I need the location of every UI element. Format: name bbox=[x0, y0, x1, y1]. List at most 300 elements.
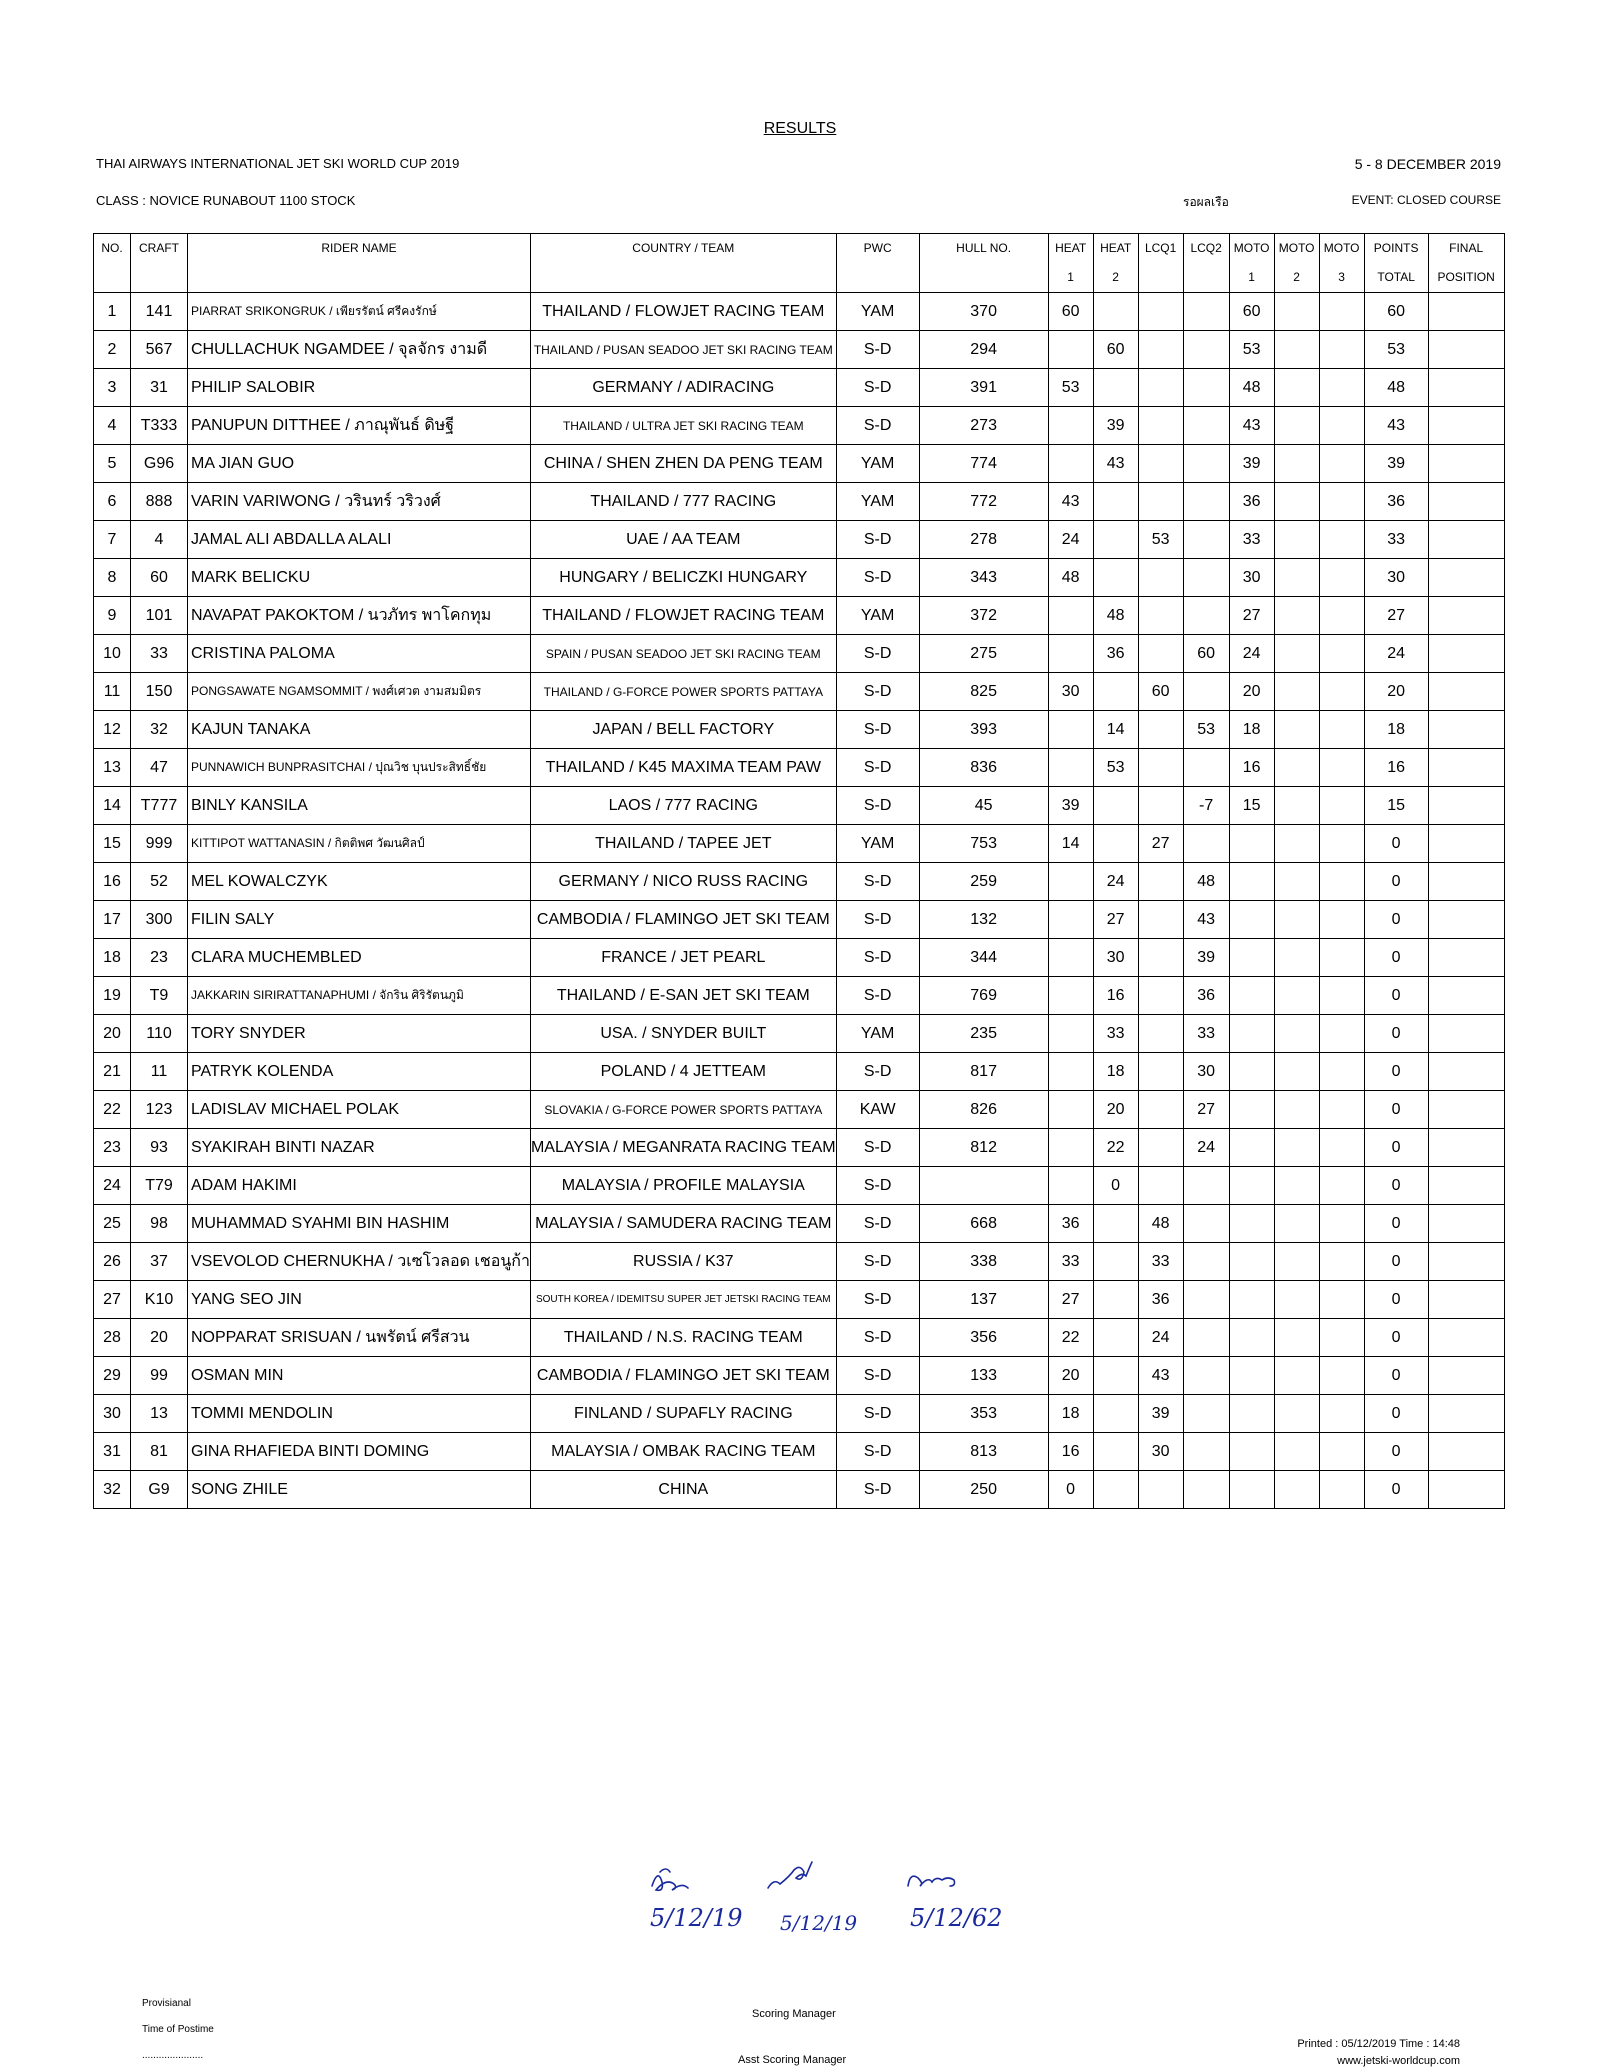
cell-hull-no: 753 bbox=[919, 825, 1048, 863]
cell-heat-1 bbox=[1048, 597, 1093, 635]
column-header-lcq2 bbox=[1183, 234, 1229, 293]
cell-rider-name: MEL KOWALCZYK bbox=[188, 863, 531, 901]
cell-hull-no: 275 bbox=[919, 635, 1048, 673]
cell-lcq2: -7 bbox=[1183, 787, 1229, 825]
cell-hull-no: 812 bbox=[919, 1129, 1048, 1167]
cell-craft: T777 bbox=[131, 787, 188, 825]
footer-time-of-postime: Time of Postime bbox=[142, 2024, 214, 2035]
cell-final-position bbox=[1428, 1015, 1504, 1053]
cell-points-total: 48 bbox=[1364, 369, 1428, 407]
cell-moto-1 bbox=[1229, 863, 1274, 901]
cell-rider-name: CHULLACHUK NGAMDEE / จุลจักร งามดี bbox=[188, 331, 531, 369]
cell-final-position bbox=[1428, 939, 1504, 977]
cell-hull-no: 370 bbox=[919, 293, 1048, 331]
cell-moto-1 bbox=[1229, 1243, 1274, 1281]
signature-date-2: 5/12/19 bbox=[780, 1911, 858, 1935]
cell-hull-no: 132 bbox=[919, 901, 1048, 939]
cell-final-position bbox=[1428, 521, 1504, 559]
table-row bbox=[94, 1091, 1505, 1129]
cell-moto-3 bbox=[1319, 635, 1364, 673]
cell-heat-2: 33 bbox=[1093, 1015, 1138, 1053]
cell-lcq1 bbox=[1138, 1015, 1183, 1053]
cell-points-total: 0 bbox=[1364, 1091, 1428, 1129]
cell-final-position bbox=[1428, 673, 1504, 711]
cell-no: 27 bbox=[94, 1281, 131, 1319]
cell-hull-no: 668 bbox=[919, 1205, 1048, 1243]
footer-scoring-manager: Scoring Manager bbox=[752, 2008, 836, 2020]
cell-no: 14 bbox=[94, 787, 131, 825]
cell-no: 28 bbox=[94, 1319, 131, 1357]
cell-heat-2 bbox=[1093, 1281, 1138, 1319]
cell-points-total: 53 bbox=[1364, 331, 1428, 369]
cell-moto-1: 18 bbox=[1229, 711, 1274, 749]
cell-hull-no: 278 bbox=[919, 521, 1048, 559]
cell-country-team: THAILAND / PUSAN SEADOO JET SKI RACING TEAM bbox=[530, 331, 836, 369]
cell-lcq2 bbox=[1183, 673, 1229, 711]
cell-hull-no: 372 bbox=[919, 597, 1048, 635]
cell-no: 30 bbox=[94, 1395, 131, 1433]
cell-moto-3 bbox=[1319, 559, 1364, 597]
cell-rider-name: PHILIP SALOBIR bbox=[188, 369, 531, 407]
column-header-label: FINAL bbox=[1449, 241, 1484, 255]
cell-moto-1 bbox=[1229, 977, 1274, 1015]
cell-heat-2: 27 bbox=[1093, 901, 1138, 939]
cell-no: 18 bbox=[94, 939, 131, 977]
cell-no: 25 bbox=[94, 1205, 131, 1243]
cell-points-total: 0 bbox=[1364, 1319, 1428, 1357]
cell-lcq2: 33 bbox=[1183, 1015, 1229, 1053]
cell-heat-1: 27 bbox=[1048, 1281, 1093, 1319]
column-header-craft bbox=[131, 234, 188, 293]
cell-lcq2: 39 bbox=[1183, 939, 1229, 977]
event-dates: 5 - 8 DECEMBER 2019 bbox=[1354, 156, 1501, 172]
cell-rider-name: VSEVOLOD CHERNUKHA / วเซโวลอด เชอนูก้า bbox=[188, 1243, 531, 1281]
cell-moto-2 bbox=[1274, 1433, 1319, 1471]
cell-craft: K10 bbox=[131, 1281, 188, 1319]
cell-points-total: 60 bbox=[1364, 293, 1428, 331]
cell-lcq1: 48 bbox=[1138, 1205, 1183, 1243]
cell-craft: 60 bbox=[131, 559, 188, 597]
cell-heat-1: 14 bbox=[1048, 825, 1093, 863]
cell-moto-1: 20 bbox=[1229, 673, 1274, 711]
cell-lcq2 bbox=[1183, 597, 1229, 635]
footer-asst-scoring-manager: Asst Scoring Manager bbox=[738, 2054, 847, 2066]
cell-lcq2: 27 bbox=[1183, 1091, 1229, 1129]
cell-pwc: S-D bbox=[836, 1357, 919, 1395]
cell-heat-2 bbox=[1093, 787, 1138, 825]
cell-heat-2 bbox=[1093, 483, 1138, 521]
cell-heat-1 bbox=[1048, 445, 1093, 483]
cell-craft: 93 bbox=[131, 1129, 188, 1167]
cell-moto-2 bbox=[1274, 407, 1319, 445]
cell-no: 1 bbox=[94, 293, 131, 331]
cell-final-position bbox=[1428, 1243, 1504, 1281]
cell-rider-name: VARIN VARIWONG / วรินทร์ วริวงศ์ bbox=[188, 483, 531, 521]
cell-no: 3 bbox=[94, 369, 131, 407]
cell-rider-name: YANG SEO JIN bbox=[188, 1281, 531, 1319]
cell-moto-3 bbox=[1319, 407, 1364, 445]
cell-heat-1 bbox=[1048, 977, 1093, 1015]
thai-note: รอผลเรือ bbox=[1183, 195, 1229, 209]
cell-points-total: 27 bbox=[1364, 597, 1428, 635]
cell-moto-3 bbox=[1319, 1319, 1364, 1357]
event-type: EVENT: CLOSED COURSE bbox=[1351, 193, 1501, 207]
cell-points-total: 43 bbox=[1364, 407, 1428, 445]
cell-moto-2 bbox=[1274, 559, 1319, 597]
table-row bbox=[94, 407, 1505, 445]
column-header-heat-1 bbox=[1048, 234, 1093, 293]
cell-lcq2 bbox=[1183, 1205, 1229, 1243]
table-body bbox=[94, 293, 1505, 1509]
cell-country-team: THAILAND / ULTRA JET SKI RACING TEAM bbox=[530, 407, 836, 445]
cell-rider-name: LADISLAV MICHAEL POLAK bbox=[188, 1091, 531, 1129]
cell-heat-1 bbox=[1048, 635, 1093, 673]
table-row bbox=[94, 1395, 1505, 1433]
cell-heat-1 bbox=[1048, 331, 1093, 369]
column-header-sublabel: 1 bbox=[1067, 270, 1074, 284]
cell-moto-1 bbox=[1229, 1205, 1274, 1243]
cell-hull-no: 826 bbox=[919, 1091, 1048, 1129]
table-row bbox=[94, 293, 1505, 331]
table-row bbox=[94, 331, 1505, 369]
cell-rider-name: MARK BELICKU bbox=[188, 559, 531, 597]
cell-pwc: S-D bbox=[836, 521, 919, 559]
cell-moto-2 bbox=[1274, 1471, 1319, 1509]
cell-hull-no: 769 bbox=[919, 977, 1048, 1015]
cell-moto-1 bbox=[1229, 939, 1274, 977]
column-header-label: RIDER NAME bbox=[321, 241, 397, 255]
cell-no: 24 bbox=[94, 1167, 131, 1205]
cell-craft: 999 bbox=[131, 825, 188, 863]
table-row bbox=[94, 673, 1505, 711]
cell-heat-2: 20 bbox=[1093, 1091, 1138, 1129]
cell-craft: 4 bbox=[131, 521, 188, 559]
cell-moto-3 bbox=[1319, 1167, 1364, 1205]
cell-country-team: SPAIN / PUSAN SEADOO JET SKI RACING TEAM bbox=[530, 635, 836, 673]
cell-rider-name: SONG ZHILE bbox=[188, 1471, 531, 1509]
cell-final-position bbox=[1428, 1357, 1504, 1395]
cell-no: 2 bbox=[94, 331, 131, 369]
column-header-label: PWC bbox=[863, 241, 892, 255]
cell-final-position bbox=[1428, 901, 1504, 939]
cell-heat-2: 30 bbox=[1093, 939, 1138, 977]
cell-craft: T333 bbox=[131, 407, 188, 445]
cell-hull-no: 137 bbox=[919, 1281, 1048, 1319]
cell-craft: 141 bbox=[131, 293, 188, 331]
table-row bbox=[94, 939, 1505, 977]
cell-moto-1: 33 bbox=[1229, 521, 1274, 559]
cell-country-team: FRANCE / JET PEARL bbox=[530, 939, 836, 977]
cell-points-total: 0 bbox=[1364, 1243, 1428, 1281]
table-row bbox=[94, 977, 1505, 1015]
cell-moto-2 bbox=[1274, 1091, 1319, 1129]
cell-points-total: 0 bbox=[1364, 1205, 1428, 1243]
cell-moto-3 bbox=[1319, 1015, 1364, 1053]
cell-rider-name: MA JIAN GUO bbox=[188, 445, 531, 483]
cell-pwc: YAM bbox=[836, 597, 919, 635]
column-header-label: LCQ1 bbox=[1144, 241, 1177, 255]
footer-website: www.jetski-worldcup.com bbox=[1337, 2055, 1460, 2067]
cell-pwc: S-D bbox=[836, 369, 919, 407]
cell-pwc: YAM bbox=[836, 293, 919, 331]
cell-heat-2: 24 bbox=[1093, 863, 1138, 901]
cell-no: 31 bbox=[94, 1433, 131, 1471]
cell-moto-1: 15 bbox=[1229, 787, 1274, 825]
cell-points-total: 0 bbox=[1364, 1053, 1428, 1091]
cell-hull-no: 343 bbox=[919, 559, 1048, 597]
cell-moto-2 bbox=[1274, 939, 1319, 977]
cell-moto-2 bbox=[1274, 1167, 1319, 1205]
cell-lcq2 bbox=[1183, 369, 1229, 407]
cell-heat-2: 22 bbox=[1093, 1129, 1138, 1167]
cell-final-position bbox=[1428, 977, 1504, 1015]
cell-pwc: S-D bbox=[836, 635, 919, 673]
cell-moto-2 bbox=[1274, 749, 1319, 787]
cell-moto-2 bbox=[1274, 521, 1319, 559]
cell-moto-1: 53 bbox=[1229, 331, 1274, 369]
cell-moto-2 bbox=[1274, 1053, 1319, 1091]
cell-hull-no bbox=[919, 1167, 1048, 1205]
cell-points-total: 0 bbox=[1364, 863, 1428, 901]
cell-rider-name: KAJUN TANAKA bbox=[188, 711, 531, 749]
cell-lcq1 bbox=[1138, 711, 1183, 749]
cell-rider-name: KITTIPOT WATTANASIN / กิตติพศ วัฒนศิลป์ bbox=[188, 825, 531, 863]
cell-lcq2 bbox=[1183, 331, 1229, 369]
cell-craft: 123 bbox=[131, 1091, 188, 1129]
cell-final-position bbox=[1428, 1281, 1504, 1319]
cell-no: 15 bbox=[94, 825, 131, 863]
cell-heat-2 bbox=[1093, 521, 1138, 559]
cell-moto-1 bbox=[1229, 901, 1274, 939]
cell-no: 29 bbox=[94, 1357, 131, 1395]
table-row bbox=[94, 1243, 1505, 1281]
cell-country-team: CHINA / SHEN ZHEN DA PENG TEAM bbox=[530, 445, 836, 483]
cell-heat-1: 30 bbox=[1048, 673, 1093, 711]
column-header-pwc bbox=[836, 234, 919, 293]
cell-lcq2: 24 bbox=[1183, 1129, 1229, 1167]
cell-heat-1: 43 bbox=[1048, 483, 1093, 521]
cell-moto-3 bbox=[1319, 1471, 1364, 1509]
cell-no: 26 bbox=[94, 1243, 131, 1281]
cell-heat-2: 14 bbox=[1093, 711, 1138, 749]
cell-country-team: HUNGARY / BELICZKI HUNGARY bbox=[530, 559, 836, 597]
column-header-moto-3 bbox=[1319, 234, 1364, 293]
cell-hull-no: 836 bbox=[919, 749, 1048, 787]
cell-lcq2 bbox=[1183, 559, 1229, 597]
cell-heat-2: 16 bbox=[1093, 977, 1138, 1015]
cell-pwc: YAM bbox=[836, 445, 919, 483]
cell-hull-no: 45 bbox=[919, 787, 1048, 825]
table-row bbox=[94, 1357, 1505, 1395]
cell-moto-3 bbox=[1319, 711, 1364, 749]
cell-lcq2 bbox=[1183, 1433, 1229, 1471]
cell-country-team: THAILAND / TAPEE JET bbox=[530, 825, 836, 863]
cell-no: 22 bbox=[94, 1091, 131, 1129]
cell-points-total: 16 bbox=[1364, 749, 1428, 787]
cell-points-total: 0 bbox=[1364, 825, 1428, 863]
column-header-label: NO. bbox=[101, 241, 123, 255]
cell-moto-3 bbox=[1319, 1281, 1364, 1319]
cell-no: 13 bbox=[94, 749, 131, 787]
cell-moto-3 bbox=[1319, 863, 1364, 901]
cell-country-team: GERMANY / ADIRACING bbox=[530, 369, 836, 407]
cell-pwc: S-D bbox=[836, 901, 919, 939]
cell-final-position bbox=[1428, 1319, 1504, 1357]
cell-heat-1: 16 bbox=[1048, 1433, 1093, 1471]
cell-hull-no: 259 bbox=[919, 863, 1048, 901]
cell-moto-1: 36 bbox=[1229, 483, 1274, 521]
table-row bbox=[94, 1053, 1505, 1091]
cell-moto-2 bbox=[1274, 901, 1319, 939]
cell-moto-3 bbox=[1319, 1433, 1364, 1471]
cell-heat-1: 24 bbox=[1048, 521, 1093, 559]
column-header-label: HEAT bbox=[1055, 241, 1087, 255]
cell-lcq2 bbox=[1183, 407, 1229, 445]
cell-lcq1 bbox=[1138, 559, 1183, 597]
cell-craft: T9 bbox=[131, 977, 188, 1015]
cell-hull-no: 338 bbox=[919, 1243, 1048, 1281]
cell-lcq2 bbox=[1183, 445, 1229, 483]
cell-craft: 23 bbox=[131, 939, 188, 977]
cell-lcq1 bbox=[1138, 901, 1183, 939]
cell-country-team: THAILAND / FLOWJET RACING TEAM bbox=[530, 597, 836, 635]
cell-craft: 99 bbox=[131, 1357, 188, 1395]
cell-final-position bbox=[1428, 483, 1504, 521]
cell-hull-no: 817 bbox=[919, 1053, 1048, 1091]
cell-country-team: MALAYSIA / MEGANRATA RACING TEAM bbox=[530, 1129, 836, 1167]
cell-heat-1 bbox=[1048, 711, 1093, 749]
cell-heat-2 bbox=[1093, 369, 1138, 407]
cell-lcq2 bbox=[1183, 1243, 1229, 1281]
cell-heat-1 bbox=[1048, 749, 1093, 787]
table-row bbox=[94, 1205, 1505, 1243]
cell-country-team: THAILAND / FLOWJET RACING TEAM bbox=[530, 293, 836, 331]
cell-moto-1 bbox=[1229, 1471, 1274, 1509]
cell-hull-no: 825 bbox=[919, 673, 1048, 711]
cell-craft: 13 bbox=[131, 1395, 188, 1433]
column-header-points-total bbox=[1364, 234, 1428, 293]
cell-pwc: S-D bbox=[836, 1319, 919, 1357]
cell-moto-2 bbox=[1274, 825, 1319, 863]
cell-craft: 300 bbox=[131, 901, 188, 939]
cell-pwc: YAM bbox=[836, 1015, 919, 1053]
cell-lcq1 bbox=[1138, 939, 1183, 977]
cell-craft: 81 bbox=[131, 1433, 188, 1471]
table-row bbox=[94, 825, 1505, 863]
cell-heat-1 bbox=[1048, 939, 1093, 977]
cell-rider-name: NOPPARAT SRISUAN / นพรัตน์ ศรีสวน bbox=[188, 1319, 531, 1357]
column-header-label: HULL NO. bbox=[956, 241, 1012, 255]
cell-heat-1 bbox=[1048, 863, 1093, 901]
cell-heat-2 bbox=[1093, 1205, 1138, 1243]
cell-pwc: S-D bbox=[836, 1205, 919, 1243]
cell-no: 23 bbox=[94, 1129, 131, 1167]
event-name: THAI AIRWAYS INTERNATIONAL JET SKI WORLD CUP 2019 bbox=[96, 156, 460, 171]
column-header-sublabel: TOTAL bbox=[1377, 270, 1415, 284]
cell-lcq1 bbox=[1138, 1471, 1183, 1509]
cell-craft: 110 bbox=[131, 1015, 188, 1053]
cell-moto-3 bbox=[1319, 1091, 1364, 1129]
cell-craft: 31 bbox=[131, 369, 188, 407]
cell-moto-1 bbox=[1229, 1281, 1274, 1319]
cell-rider-name: TOMMI MENDOLIN bbox=[188, 1395, 531, 1433]
cell-heat-1 bbox=[1048, 1091, 1093, 1129]
cell-heat-2 bbox=[1093, 1243, 1138, 1281]
cell-country-team: POLAND / 4 JETTEAM bbox=[530, 1053, 836, 1091]
footer-printed: Printed : 05/12/2019 Time : 14:48 bbox=[1297, 2038, 1460, 2050]
cell-no: 20 bbox=[94, 1015, 131, 1053]
cell-moto-3 bbox=[1319, 483, 1364, 521]
column-header-country-team bbox=[530, 234, 836, 293]
cell-lcq2 bbox=[1183, 1281, 1229, 1319]
table-row bbox=[94, 635, 1505, 673]
footer-dots: ...................... bbox=[142, 2050, 204, 2061]
cell-heat-2: 43 bbox=[1093, 445, 1138, 483]
cell-lcq1 bbox=[1138, 635, 1183, 673]
cell-country-team: THAILAND / N.S. RACING TEAM bbox=[530, 1319, 836, 1357]
cell-points-total: 0 bbox=[1364, 1129, 1428, 1167]
cell-lcq2 bbox=[1183, 483, 1229, 521]
cell-country-team: RUSSIA / K37 bbox=[530, 1243, 836, 1281]
cell-final-position bbox=[1428, 1395, 1504, 1433]
cell-hull-no: 772 bbox=[919, 483, 1048, 521]
cell-points-total: 0 bbox=[1364, 939, 1428, 977]
cell-moto-1: 30 bbox=[1229, 559, 1274, 597]
cell-final-position bbox=[1428, 1053, 1504, 1091]
cell-heat-2: 60 bbox=[1093, 331, 1138, 369]
cell-moto-3 bbox=[1319, 749, 1364, 787]
cell-lcq2: 53 bbox=[1183, 711, 1229, 749]
cell-rider-name: FILIN SALY bbox=[188, 901, 531, 939]
cell-rider-name: JAKKARIN SIRIRATTANAPHUMI / จักริน ศิริรัตนภูมิ bbox=[188, 977, 531, 1015]
cell-heat-1: 22 bbox=[1048, 1319, 1093, 1357]
cell-no: 8 bbox=[94, 559, 131, 597]
signature-date-1: 5/12/19 bbox=[650, 1904, 743, 1932]
signature-date-3: 5/12/62 bbox=[910, 1904, 1003, 1932]
cell-rider-name: PONGSAWATE NGAMSOMMIT / พงศ์เศวต งามสมมิตร bbox=[188, 673, 531, 711]
table-row bbox=[94, 1015, 1505, 1053]
cell-lcq2: 30 bbox=[1183, 1053, 1229, 1091]
cell-country-team: USA. / SNYDER BUILT bbox=[530, 1015, 836, 1053]
column-header-sublabel: 1 bbox=[1248, 270, 1255, 284]
cell-no: 19 bbox=[94, 977, 131, 1015]
cell-rider-name: BINLY KANSILA bbox=[188, 787, 531, 825]
cell-country-team: CAMBODIA / FLAMINGO JET SKI TEAM bbox=[530, 901, 836, 939]
cell-moto-3 bbox=[1319, 939, 1364, 977]
cell-pwc: S-D bbox=[836, 1167, 919, 1205]
cell-moto-2 bbox=[1274, 483, 1319, 521]
cell-country-team: SLOVAKIA / G-FORCE POWER SPORTS PATTAYA bbox=[530, 1091, 836, 1129]
cell-pwc: S-D bbox=[836, 939, 919, 977]
cell-moto-3 bbox=[1319, 1357, 1364, 1395]
cell-no: 7 bbox=[94, 521, 131, 559]
cell-country-team: MALAYSIA / SAMUDERA RACING TEAM bbox=[530, 1205, 836, 1243]
table-row bbox=[94, 369, 1505, 407]
cell-moto-2 bbox=[1274, 1319, 1319, 1357]
cell-moto-1 bbox=[1229, 1015, 1274, 1053]
cell-moto-1 bbox=[1229, 1091, 1274, 1129]
cell-pwc: YAM bbox=[836, 825, 919, 863]
cell-lcq1 bbox=[1138, 407, 1183, 445]
cell-hull-no: 774 bbox=[919, 445, 1048, 483]
cell-moto-3 bbox=[1319, 597, 1364, 635]
column-header-label: LCQ2 bbox=[1190, 241, 1222, 255]
cell-rider-name: OSMAN MIN bbox=[188, 1357, 531, 1395]
cell-moto-2 bbox=[1274, 977, 1319, 1015]
cell-craft: 20 bbox=[131, 1319, 188, 1357]
cell-lcq1: 24 bbox=[1138, 1319, 1183, 1357]
cell-heat-1 bbox=[1048, 407, 1093, 445]
